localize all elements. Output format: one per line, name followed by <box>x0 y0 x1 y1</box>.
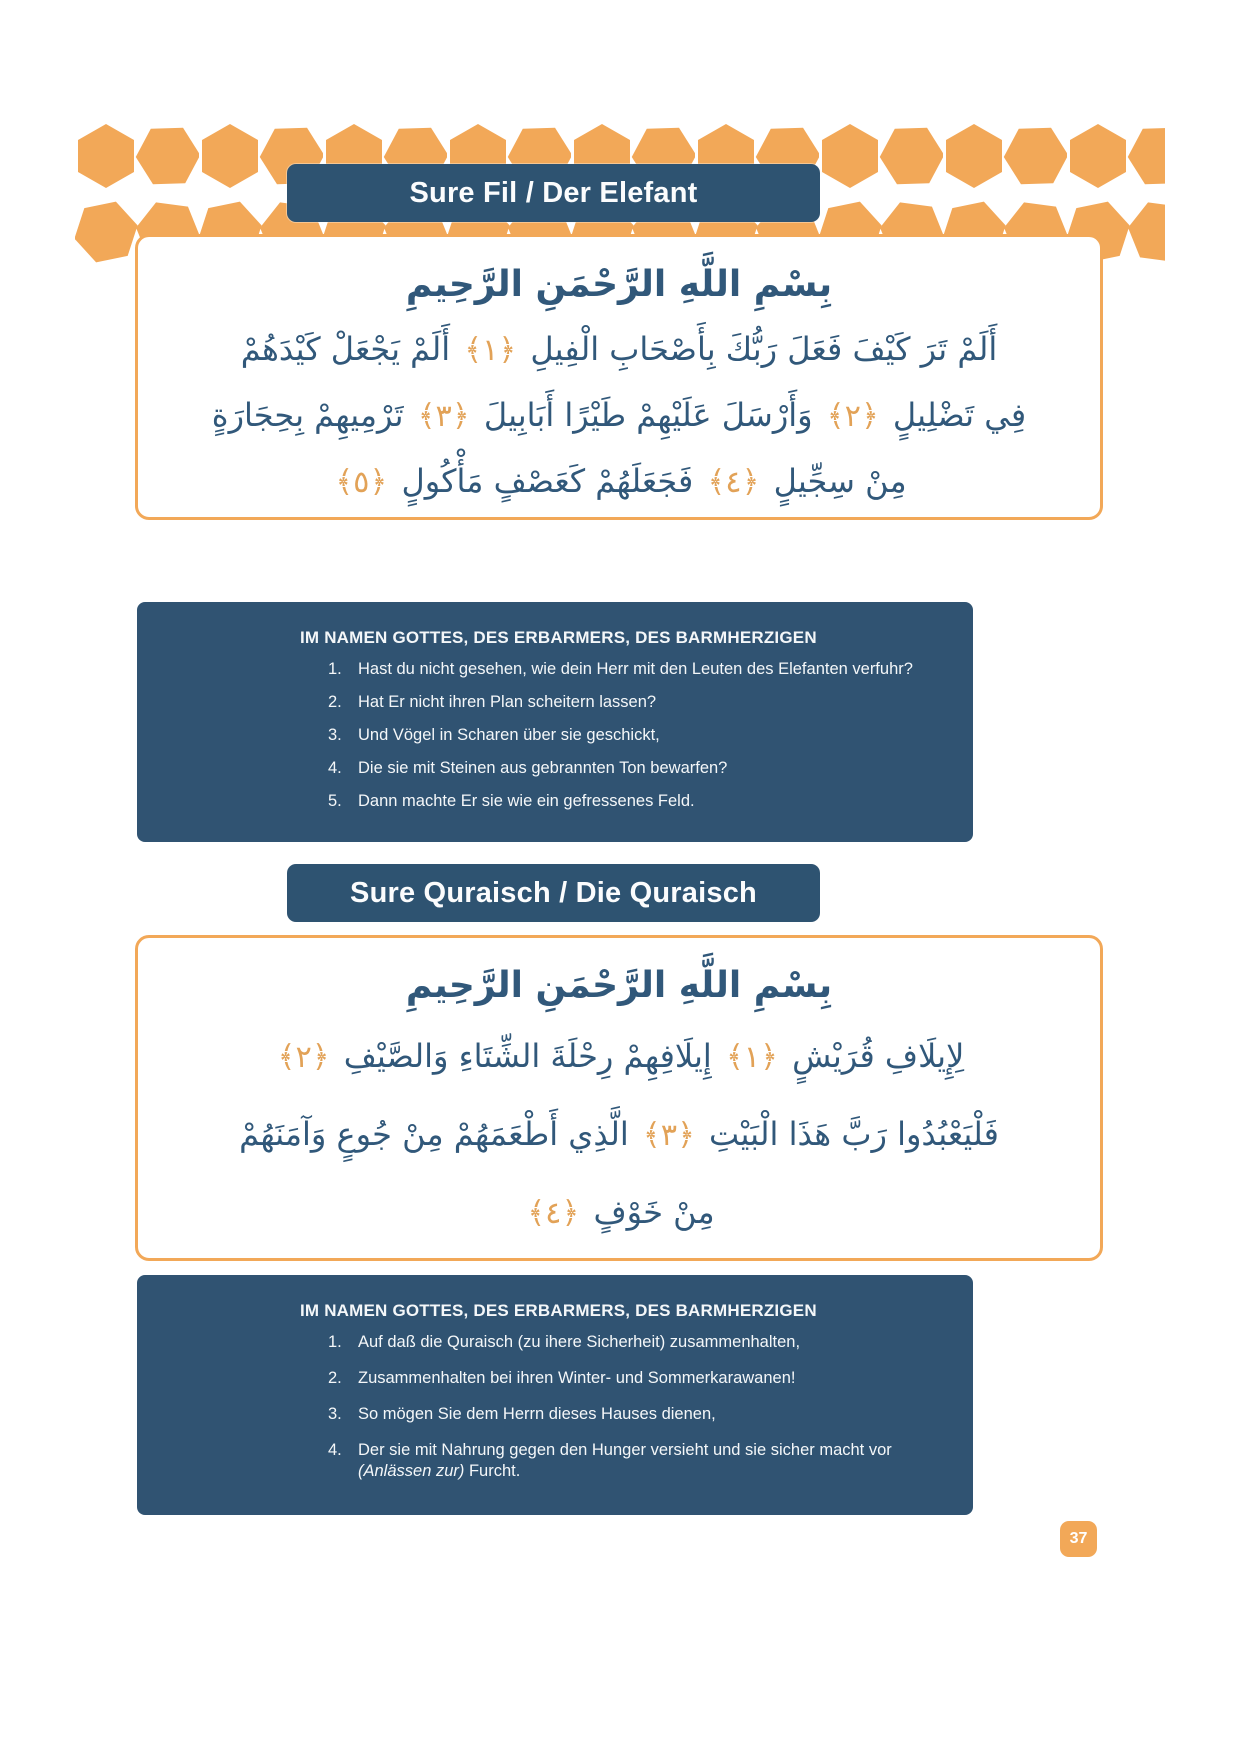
arabic-verse-line <box>138 1096 1100 1174</box>
arabic-verse-line <box>138 449 1100 515</box>
verse-number: 1. <box>328 660 342 678</box>
verse-translation-text: Der sie mit Nahrung gegen den Hunger versieht und sie sicher macht vor (Anlässen zur) Furcht. <box>358 1441 892 1480</box>
verse-translation-text: Auf daß die Quraisch (zu ihere Sicherheit) zusammenhalten, <box>358 1333 801 1351</box>
verse-translation-text: Zusammenhalten bei ihren Winter- und Sommerkarawanen! <box>358 1369 796 1387</box>
ayah-number-marker: ﴿٢﴾ <box>277 1040 330 1075</box>
arabic-verse-line <box>138 383 1100 449</box>
verse-number: 4. <box>328 759 342 777</box>
arabic-text-box-quraisch <box>135 935 1103 1261</box>
ayah-number-marker: ﴿٢﴾ <box>826 399 879 434</box>
translation-box-fil <box>137 602 973 842</box>
arabic-text-box-fil <box>135 234 1103 520</box>
arabic-text: فِي تَضْلِيلٍ <box>882 396 1027 434</box>
surah-title-text: Sure Quraisch / Die Quraisch <box>350 876 757 909</box>
arabic-text: فَجَعَلَهُمْ كَعَصْفٍ مَأْكُولٍ <box>391 462 704 500</box>
italic-note: (Anlässen zur) <box>358 1462 465 1480</box>
arabic-text: مِنْ سِجِّيلٍ <box>763 462 907 500</box>
translation-verse-item <box>300 1368 949 1389</box>
arabic-verse-line <box>138 1174 1100 1252</box>
translation-verse-item <box>300 1404 949 1425</box>
bismillah-line: بِسْمِ اللَّهِ الرَّحْمَنِ الرَّحِيمِ <box>405 965 833 1006</box>
surah-title-banner-fil <box>287 164 820 222</box>
ayah-number-marker: ﴿٣﴾ <box>417 399 470 434</box>
surah-title-banner-quraisch <box>287 864 820 922</box>
verse-translation-text: So mögen Sie dem Herrn dieses Hauses dienen, <box>358 1405 716 1423</box>
ayah-number-marker: ﴿٥﴾ <box>335 465 388 500</box>
translation-verse-item <box>300 791 949 812</box>
arabic-text: أَلَمْ يَجْعَلْ كَيْدَهُمْ <box>240 330 461 368</box>
arabic-verse-line <box>138 1018 1100 1096</box>
translation-verse-item <box>300 1440 949 1482</box>
surah-title-text: Sure Fil / Der Elefant <box>409 176 698 209</box>
arabic-text: الَّذِي أَطْعَمَهُمْ مِنْ جُوعٍ وَآمَنَهُمْ <box>239 1115 639 1153</box>
verse-number: 2. <box>328 693 342 711</box>
verse-translation-text: Die sie mit Steinen aus gebrannten Ton bewarfen? <box>358 759 728 777</box>
ayah-number-marker: ﴿١﴾ <box>725 1040 778 1075</box>
arabic-text: أَلَمْ تَرَ كَيْفَ فَعَلَ رَبُّكَ بِأَصْحَابِ الْفِيلِ <box>520 330 998 368</box>
translation-verse-item <box>300 758 949 779</box>
arabic-verses <box>138 317 1100 515</box>
arabic-text: لِإِيلَافِ قُرَيْشٍ <box>781 1037 965 1075</box>
translation-verse-item <box>300 1332 949 1353</box>
verse-translation-text: Dann machte Er sie wie ein gefressenes Feld. <box>358 792 695 810</box>
verse-number: 3. <box>328 1405 342 1423</box>
translation-verse-item <box>300 692 949 713</box>
arabic-text: وَأَرْسَلَ عَلَيْهِمْ طَيْرًا أَبَابِيلَ <box>473 396 823 434</box>
verse-number: 1. <box>328 1333 342 1351</box>
verse-translation-text: Hast du nicht gesehen, wie dein Herr mit den Leuten des Elefanten verfuhr? <box>358 660 913 678</box>
translation-box-quraisch <box>137 1275 973 1515</box>
ayah-number-marker: ﴿٣﴾ <box>642 1118 695 1153</box>
verse-number: 3. <box>328 726 342 744</box>
arabic-verse-line <box>138 317 1100 383</box>
verse-translation-text: Und Vögel in Scharen über sie geschickt, <box>358 726 660 744</box>
translation-list <box>300 659 949 812</box>
translation-verse-item <box>300 725 949 746</box>
translation-list <box>300 1332 949 1482</box>
verse-number: 2. <box>328 1369 342 1387</box>
translation-header: IM NAMEN GOTTES, DES ERBARMERS, DES BARMHERZIGEN <box>300 628 817 647</box>
arabic-verses <box>138 1018 1100 1252</box>
ayah-number-marker: ﴿٤﴾ <box>527 1196 580 1231</box>
verse-number: 5. <box>328 792 342 810</box>
arabic-text: إِيلَافِهِمْ رِحْلَةَ الشِّتَاءِ وَالصَّيْفِ <box>333 1037 722 1075</box>
verse-number: 4. <box>328 1441 342 1459</box>
arabic-text: تَرْمِيهِمْ بِحِجَارَةٍ <box>211 396 414 434</box>
arabic-text: فَلْيَعْبُدُوا رَبَّ هَذَا الْبَيْتِ <box>698 1115 999 1153</box>
ayah-number-marker: ﴿٤﴾ <box>707 465 760 500</box>
verse-translation-text: Hat Er nicht ihren Plan scheitern lassen? <box>358 693 657 711</box>
arabic-text: مِنْ خَوْفٍ <box>583 1193 715 1231</box>
ayah-number-marker: ﴿١﴾ <box>464 333 517 368</box>
translation-header: IM NAMEN GOTTES, DES ERBARMERS, DES BARMHERZIGEN <box>300 1301 817 1320</box>
translation-verse-item <box>300 659 949 680</box>
page-number-badge: 37 <box>1060 1521 1097 1557</box>
bismillah-line: بِسْمِ اللَّهِ الرَّحْمَنِ الرَّحِيمِ <box>405 264 833 305</box>
